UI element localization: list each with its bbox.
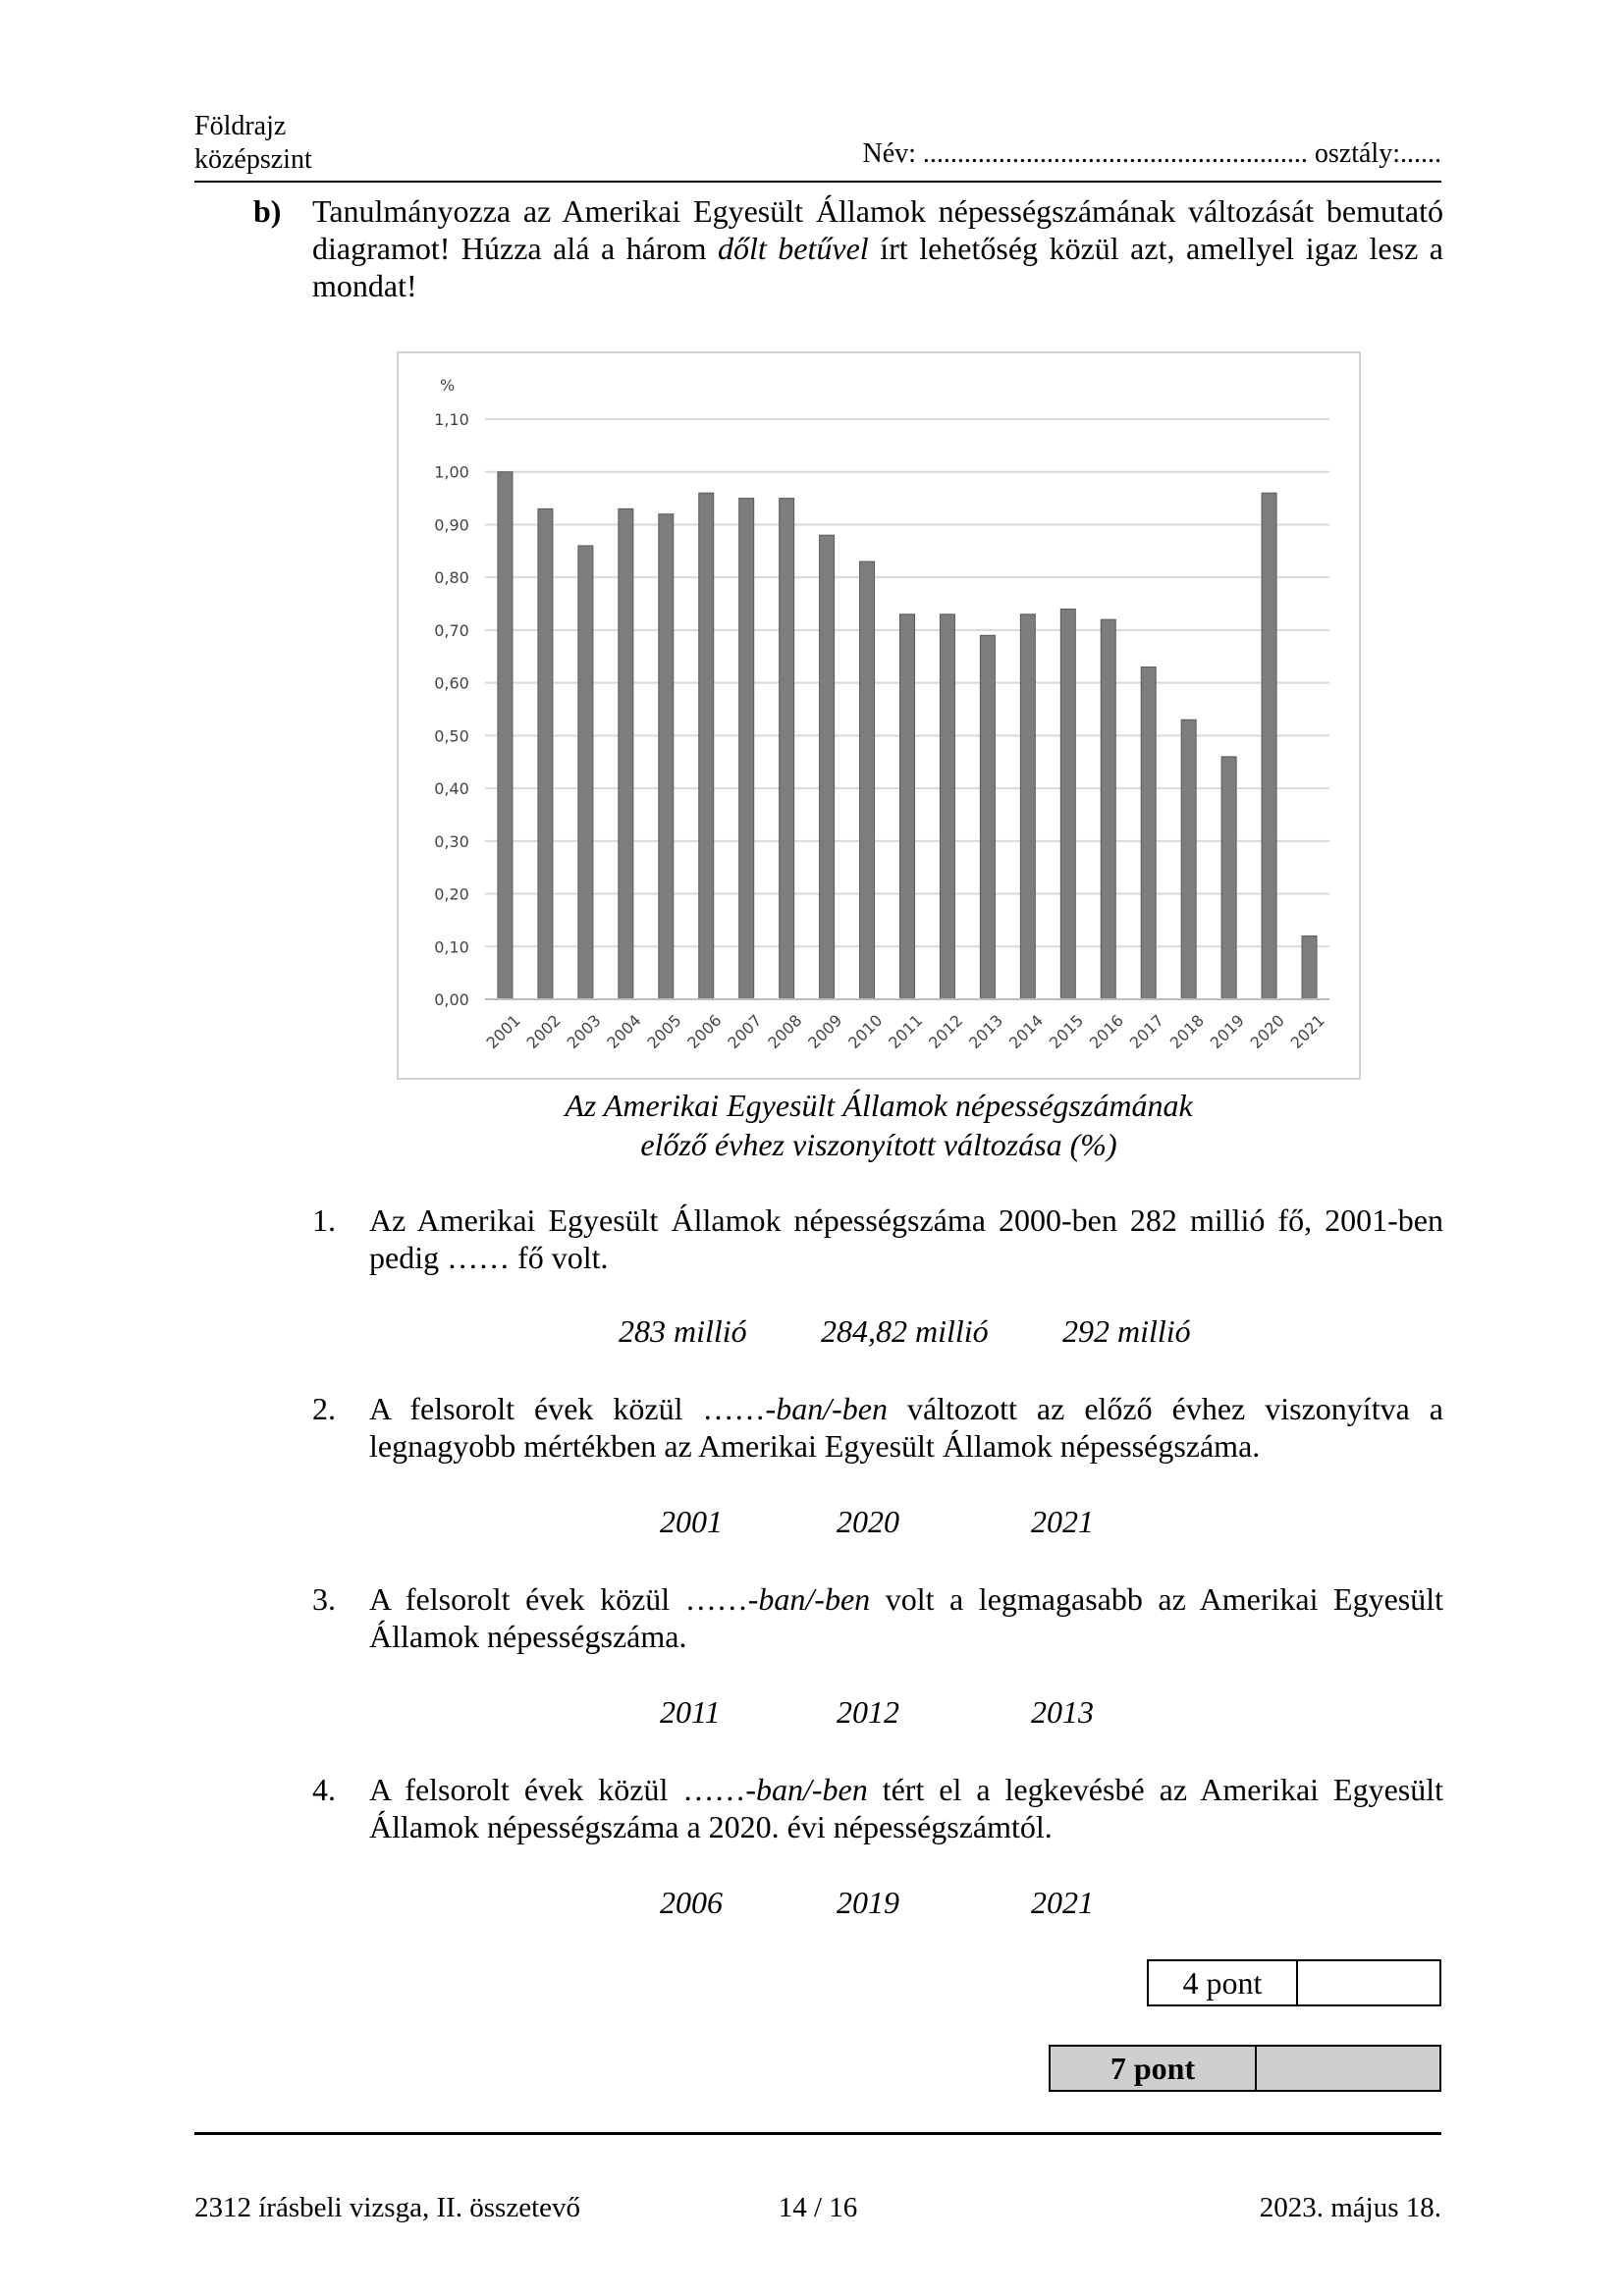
x-tick-label: 2012 bbox=[925, 1010, 967, 1053]
x-tick-label: 2017 bbox=[1125, 1010, 1168, 1053]
bar bbox=[780, 499, 794, 999]
question-number: 3. bbox=[312, 1581, 336, 1617]
x-tick-label: 2007 bbox=[724, 1010, 766, 1053]
task-label: b) bbox=[253, 193, 282, 229]
header-level: középszint bbox=[194, 144, 312, 175]
option[interactable]: 2006 bbox=[660, 1885, 723, 1920]
total-score-box bbox=[1049, 2045, 1441, 2092]
question-text-part: Az Amerikai Egyesült Államok népességszáma 2000-ben 282 millió fő, 2001-ben pedig …… fő volt. bbox=[369, 1202, 1443, 1275]
option[interactable]: 292 millió bbox=[1062, 1313, 1191, 1349]
bar bbox=[820, 535, 835, 999]
x-tick-label: 2008 bbox=[764, 1010, 806, 1053]
question-text-part: változott az előző évhez viszonyítva a legnagyobb mértékben az Amerikai Egyesült Államok népességszáma. bbox=[369, 1391, 1444, 1464]
bar bbox=[1262, 493, 1276, 999]
x-tick-label: 2002 bbox=[522, 1010, 565, 1053]
task-b bbox=[253, 192, 1443, 304]
x-tick-label: 2016 bbox=[1085, 1010, 1128, 1053]
question-number: 1. bbox=[312, 1202, 336, 1238]
option[interactable]: 283 millió bbox=[619, 1313, 747, 1349]
bar bbox=[1221, 757, 1236, 999]
x-tick-label: 2009 bbox=[804, 1010, 846, 1053]
x-tick-label: 2004 bbox=[603, 1010, 645, 1053]
instr-part-1: Tanulmányozza az Amerikai Egyesült Államok népességszámának változását bemutató diagramot! Húzza alá a három bbox=[312, 193, 1443, 266]
question-text-part: tért el a legkevésbé az Amerikai Egyesült Államok népességszáma a 2020. évi népességszámtól. bbox=[369, 1772, 1444, 1844]
x-tick-label: 2006 bbox=[683, 1010, 726, 1053]
score-label: 4 pont bbox=[1149, 1961, 1298, 2004]
x-tick-label: 2005 bbox=[643, 1010, 685, 1053]
x-tick-label: 2003 bbox=[563, 1010, 605, 1053]
option[interactable]: 284,82 millió bbox=[821, 1313, 989, 1349]
total-score-label: 7 pont bbox=[1051, 2047, 1257, 2090]
question-4 bbox=[312, 1771, 1443, 1845]
question-number: 4. bbox=[312, 1772, 336, 1807]
question-text bbox=[369, 1580, 1443, 1655]
bar bbox=[940, 614, 954, 999]
instr-italic: dőlt betűvel bbox=[718, 231, 869, 266]
exam-id: 2312 írásbeli vizsga, II. összetevő bbox=[194, 2192, 581, 2223]
y-tick-label: 0,90 bbox=[434, 515, 469, 535]
bar bbox=[699, 493, 714, 999]
bar bbox=[538, 508, 553, 999]
question-text-part: A felsorolt évek közül …… bbox=[369, 1772, 746, 1807]
question-text-italic: -ban/-ben bbox=[747, 1581, 871, 1617]
y-tick-label: 0,00 bbox=[434, 990, 469, 1009]
y-tick-label: 0,50 bbox=[434, 726, 469, 746]
y-tick-label: 1,10 bbox=[434, 410, 469, 429]
bar bbox=[860, 561, 875, 999]
question-text-part: volt a legmagasabb az Amerikai Egyesült Államok népességszáma. bbox=[369, 1581, 1444, 1654]
x-tick-label: 2011 bbox=[885, 1010, 927, 1053]
bar bbox=[1101, 619, 1115, 999]
y-tick-label: 0,10 bbox=[434, 937, 469, 957]
header-subject: Földrajz bbox=[194, 111, 287, 141]
question-text-part: A felsorolt évek közül …… bbox=[369, 1581, 748, 1617]
bar bbox=[1020, 614, 1035, 999]
option[interactable]: 2012 bbox=[837, 1694, 899, 1730]
y-tick-label: 0,60 bbox=[434, 673, 469, 693]
y-tick-label: 0,40 bbox=[434, 779, 469, 799]
x-tick-label: 2021 bbox=[1286, 1010, 1328, 1053]
question-text-part: A felsorolt évek közül …… bbox=[369, 1391, 766, 1426]
y-tick-label: 0,30 bbox=[434, 831, 469, 851]
option[interactable]: 2021 bbox=[1031, 1504, 1094, 1539]
question-1 bbox=[312, 1201, 1443, 1276]
x-tick-label: 2001 bbox=[482, 1010, 524, 1053]
question-text-italic: -ban/-ben bbox=[765, 1391, 888, 1426]
chart-caption bbox=[397, 1086, 1361, 1164]
question-text-italic: -ban/-ben bbox=[745, 1772, 868, 1807]
y-tick-label: 1,00 bbox=[434, 462, 469, 482]
header-divider bbox=[194, 181, 1441, 183]
bar bbox=[739, 499, 754, 999]
page-number: 14 / 16 bbox=[778, 2192, 858, 2223]
option[interactable]: 2021 bbox=[1031, 1885, 1094, 1920]
bar bbox=[578, 546, 593, 999]
y-tick-label: 0,80 bbox=[434, 568, 469, 588]
question-text bbox=[369, 1201, 1443, 1276]
chart-frame bbox=[397, 351, 1361, 1080]
x-tick-label: 2019 bbox=[1206, 1010, 1248, 1053]
page-header bbox=[194, 110, 1441, 184]
y-tick-label: 0,70 bbox=[434, 620, 469, 640]
y-axis-label: % bbox=[440, 376, 456, 395]
instr-part-2: írt lehetőség közül azt, amellyel igaz lesz a mondat! bbox=[312, 231, 1444, 303]
header-subject-block bbox=[194, 110, 312, 177]
task-instructions bbox=[312, 192, 1443, 304]
question-2 bbox=[312, 1390, 1443, 1465]
caption-line-1: Az Amerikai Egyesült Államok népességszámának bbox=[565, 1088, 1193, 1123]
footer-divider bbox=[194, 2132, 1441, 2135]
x-tick-label: 2018 bbox=[1165, 1010, 1208, 1053]
exam-date: 2023. május 18. bbox=[1259, 2192, 1441, 2223]
option[interactable]: 2011 bbox=[660, 1694, 721, 1730]
bar bbox=[1060, 609, 1075, 999]
bar bbox=[1141, 667, 1156, 999]
x-tick-label: 2015 bbox=[1045, 1010, 1088, 1053]
option[interactable]: 2001 bbox=[660, 1504, 723, 1539]
option[interactable]: 2020 bbox=[837, 1504, 899, 1539]
x-tick-label: 2020 bbox=[1246, 1010, 1288, 1053]
bar bbox=[1302, 936, 1317, 999]
score-box bbox=[1147, 1959, 1441, 2006]
option[interactable]: 2019 bbox=[837, 1885, 899, 1920]
y-tick-label: 0,20 bbox=[434, 884, 469, 904]
x-tick-label: 2010 bbox=[844, 1010, 887, 1053]
bar bbox=[619, 508, 633, 999]
caption-line-2: előző évhez viszonyított változása (%) bbox=[640, 1127, 1117, 1162]
question-number: 2. bbox=[312, 1391, 336, 1426]
bar bbox=[980, 635, 995, 999]
name-class-field[interactable]: Név: ........................................................ osztály:...... bbox=[862, 138, 1441, 169]
question-text bbox=[369, 1390, 1443, 1465]
question-3 bbox=[312, 1580, 1443, 1655]
bar bbox=[659, 514, 674, 999]
bar bbox=[900, 614, 915, 999]
option[interactable]: 2013 bbox=[1031, 1694, 1094, 1730]
population-change-chart bbox=[399, 353, 1359, 1078]
x-tick-label: 2014 bbox=[1004, 1010, 1048, 1053]
question-text bbox=[369, 1771, 1443, 1845]
bar bbox=[498, 472, 513, 999]
bar bbox=[1181, 720, 1196, 999]
x-tick-label: 2013 bbox=[964, 1010, 1007, 1053]
